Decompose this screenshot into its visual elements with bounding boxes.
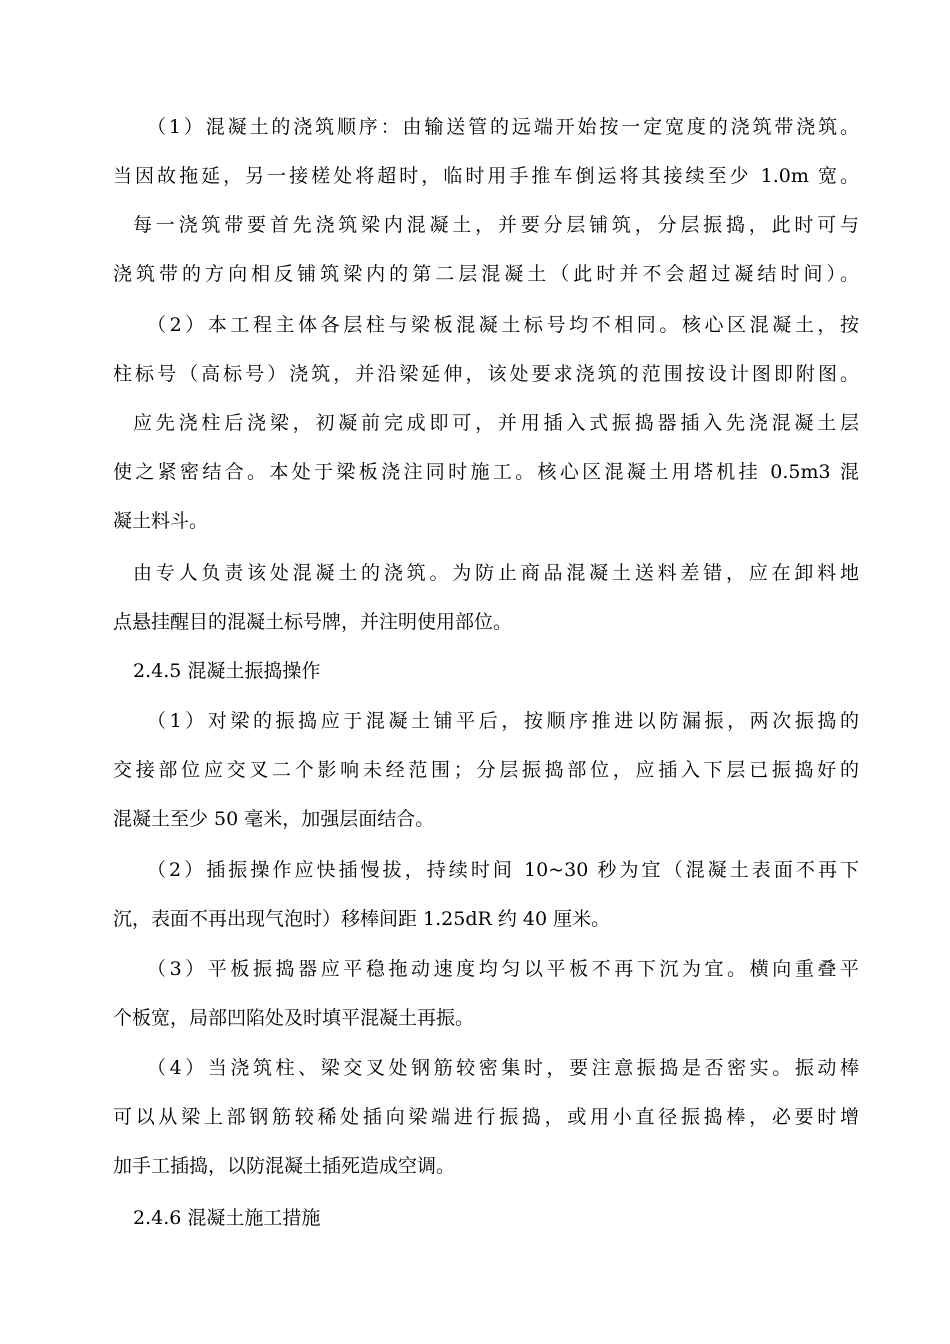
paragraph-line: （1）混凝土的浇筑顺序：由输送管的远端开始按一定宽度的浇筑带浇筑。 bbox=[147, 116, 859, 138]
paragraph-line: （3）平板振捣器应平稳拖动速度均匀以平板不再下沉为宜。横向重叠平 bbox=[147, 958, 859, 980]
paragraph-line: 浇筑带的方向相反铺筑梁内的第二层混凝土（此时并不会超过凝结时间）。 bbox=[113, 263, 859, 285]
paragraph-line: 可以从梁上部钢筋较稀处插向梁端进行振捣，或用小直径振捣棒，必要时增 bbox=[113, 1106, 859, 1128]
paragraph-line: 交接部位应交叉二个影响未经范围；分层振捣部位，应插入下层已振捣好的 bbox=[113, 759, 859, 781]
paragraph-line: 沉，表面不再出现气泡时）移棒间距 1.25dR 约 40 厘米。 bbox=[113, 908, 611, 930]
paragraph-line: 凝土料斗。 bbox=[113, 510, 209, 532]
section-heading: 2.4.6 混凝土施工措施 bbox=[133, 1207, 321, 1229]
paragraph-line: （2）本工程主体各层柱与梁板混凝土标号均不相同。核心区混凝土，按 bbox=[147, 314, 859, 336]
paragraph-line: 每一浇筑带要首先浇筑梁内混凝土，并要分层铺筑，分层振捣，此时可与 bbox=[133, 214, 859, 236]
paragraph-line: 柱标号（高标号）浇筑，并沿梁延伸，该处要求浇筑的范围按设计图即附图。 bbox=[113, 363, 859, 385]
paragraph-line: 个板宽，局部凹陷处及时填平混凝土再振。 bbox=[113, 1007, 475, 1029]
paragraph-line: 当因故拖延，另一接槎处将超时，临时用手推车倒运将其接续至少 1.0m 宽。 bbox=[113, 165, 859, 187]
paragraph-line: 混凝土至少 50 毫米，加强层面结合。 bbox=[113, 808, 435, 830]
section-heading: 2.4.5 混凝土振捣操作 bbox=[133, 660, 321, 682]
paragraph-line: （2）插振操作应快插慢拔，持续时间 10~30 秒为宜（混凝土表面不再下 bbox=[147, 859, 859, 881]
paragraph-line: 加手工插捣，以防混凝土插死造成空调。 bbox=[113, 1155, 456, 1177]
paragraph-line: （4）当浇筑柱、梁交叉处钢筋较密集时，要注意振捣是否密实。振动棒 bbox=[147, 1057, 859, 1079]
paragraph-line: 点悬挂醒目的混凝土标号牌，并注明使用部位。 bbox=[113, 611, 513, 633]
paragraph-line: （1）对梁的振捣应于混凝土铺平后，按顺序推进以防漏振，两次振捣的 bbox=[147, 710, 859, 732]
paragraph-line: 由专人负责该处混凝土的浇筑。为防止商品混凝土送料差错，应在卸料地 bbox=[133, 562, 859, 584]
paragraph-line: 应先浇柱后浇梁，初凝前完成即可，并用插入式振捣器插入先浇混凝土层 bbox=[133, 412, 859, 434]
paragraph-line: 使之紧密结合。本处于梁板浇注同时施工。核心区混凝土用塔机挂 0.5m3 混 bbox=[113, 461, 859, 483]
